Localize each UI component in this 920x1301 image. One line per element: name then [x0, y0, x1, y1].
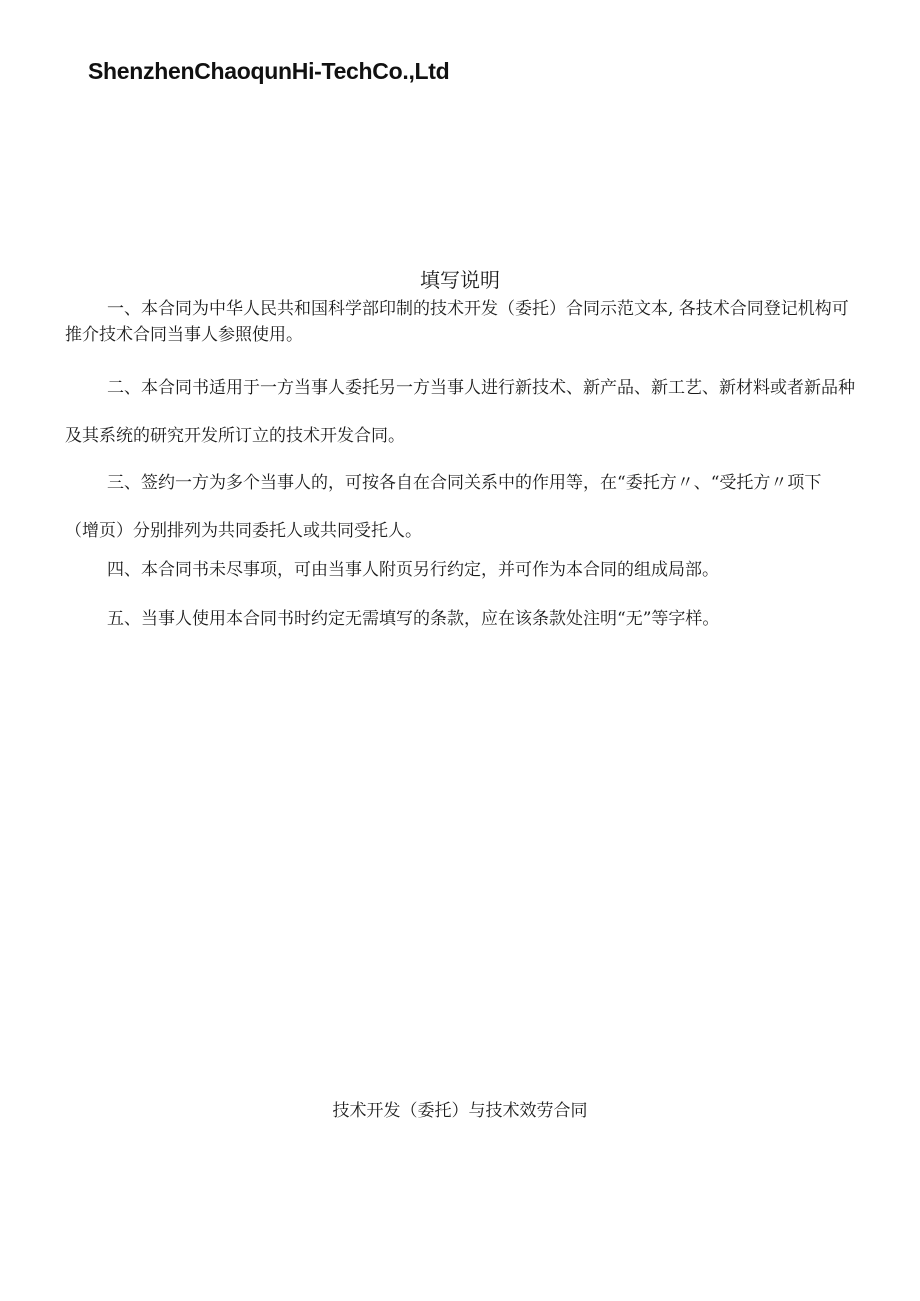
instruction-paragraph-3: 三、签约一方为多个当事人的，可按各自在合同关系中的作用等，在“委托方〃、“受托方〃项下（增页）分别排列为共同委托人或共同受托人。 [65, 473, 822, 541]
instruction-paragraph-2: 二、本合同书适用于一方当事人委托另一方当事人进行新技术、新产品、新工艺、新材料或者新品种及其系统的研究开发所订立的技术开发合同。 [65, 378, 855, 446]
contract-name: 技术开发（委托）与技术效劳合同 [332, 1101, 588, 1121]
document-title: 填写说明 [420, 268, 500, 292]
instruction-paragraph-4: 四、本合同书未尽事项，可由当事人附页另行约定，并可作为本合同的组成局部。 [107, 560, 719, 580]
company-name: ShenzhenChaoqunHi-TechCo.,Ltd [88, 58, 450, 84]
instruction-paragraph-5: 五、当事人使用本合同书时约定无需填写的条款，应在该条款处注明“无”等字样。 [107, 609, 720, 629]
instruction-paragraph-1: 一、本合同为中华人民共和国科学部印制的技术开发（委托）合同示范文本, 各技术合同登记机构可推介技术合同当事人参照使用。 [65, 299, 849, 345]
